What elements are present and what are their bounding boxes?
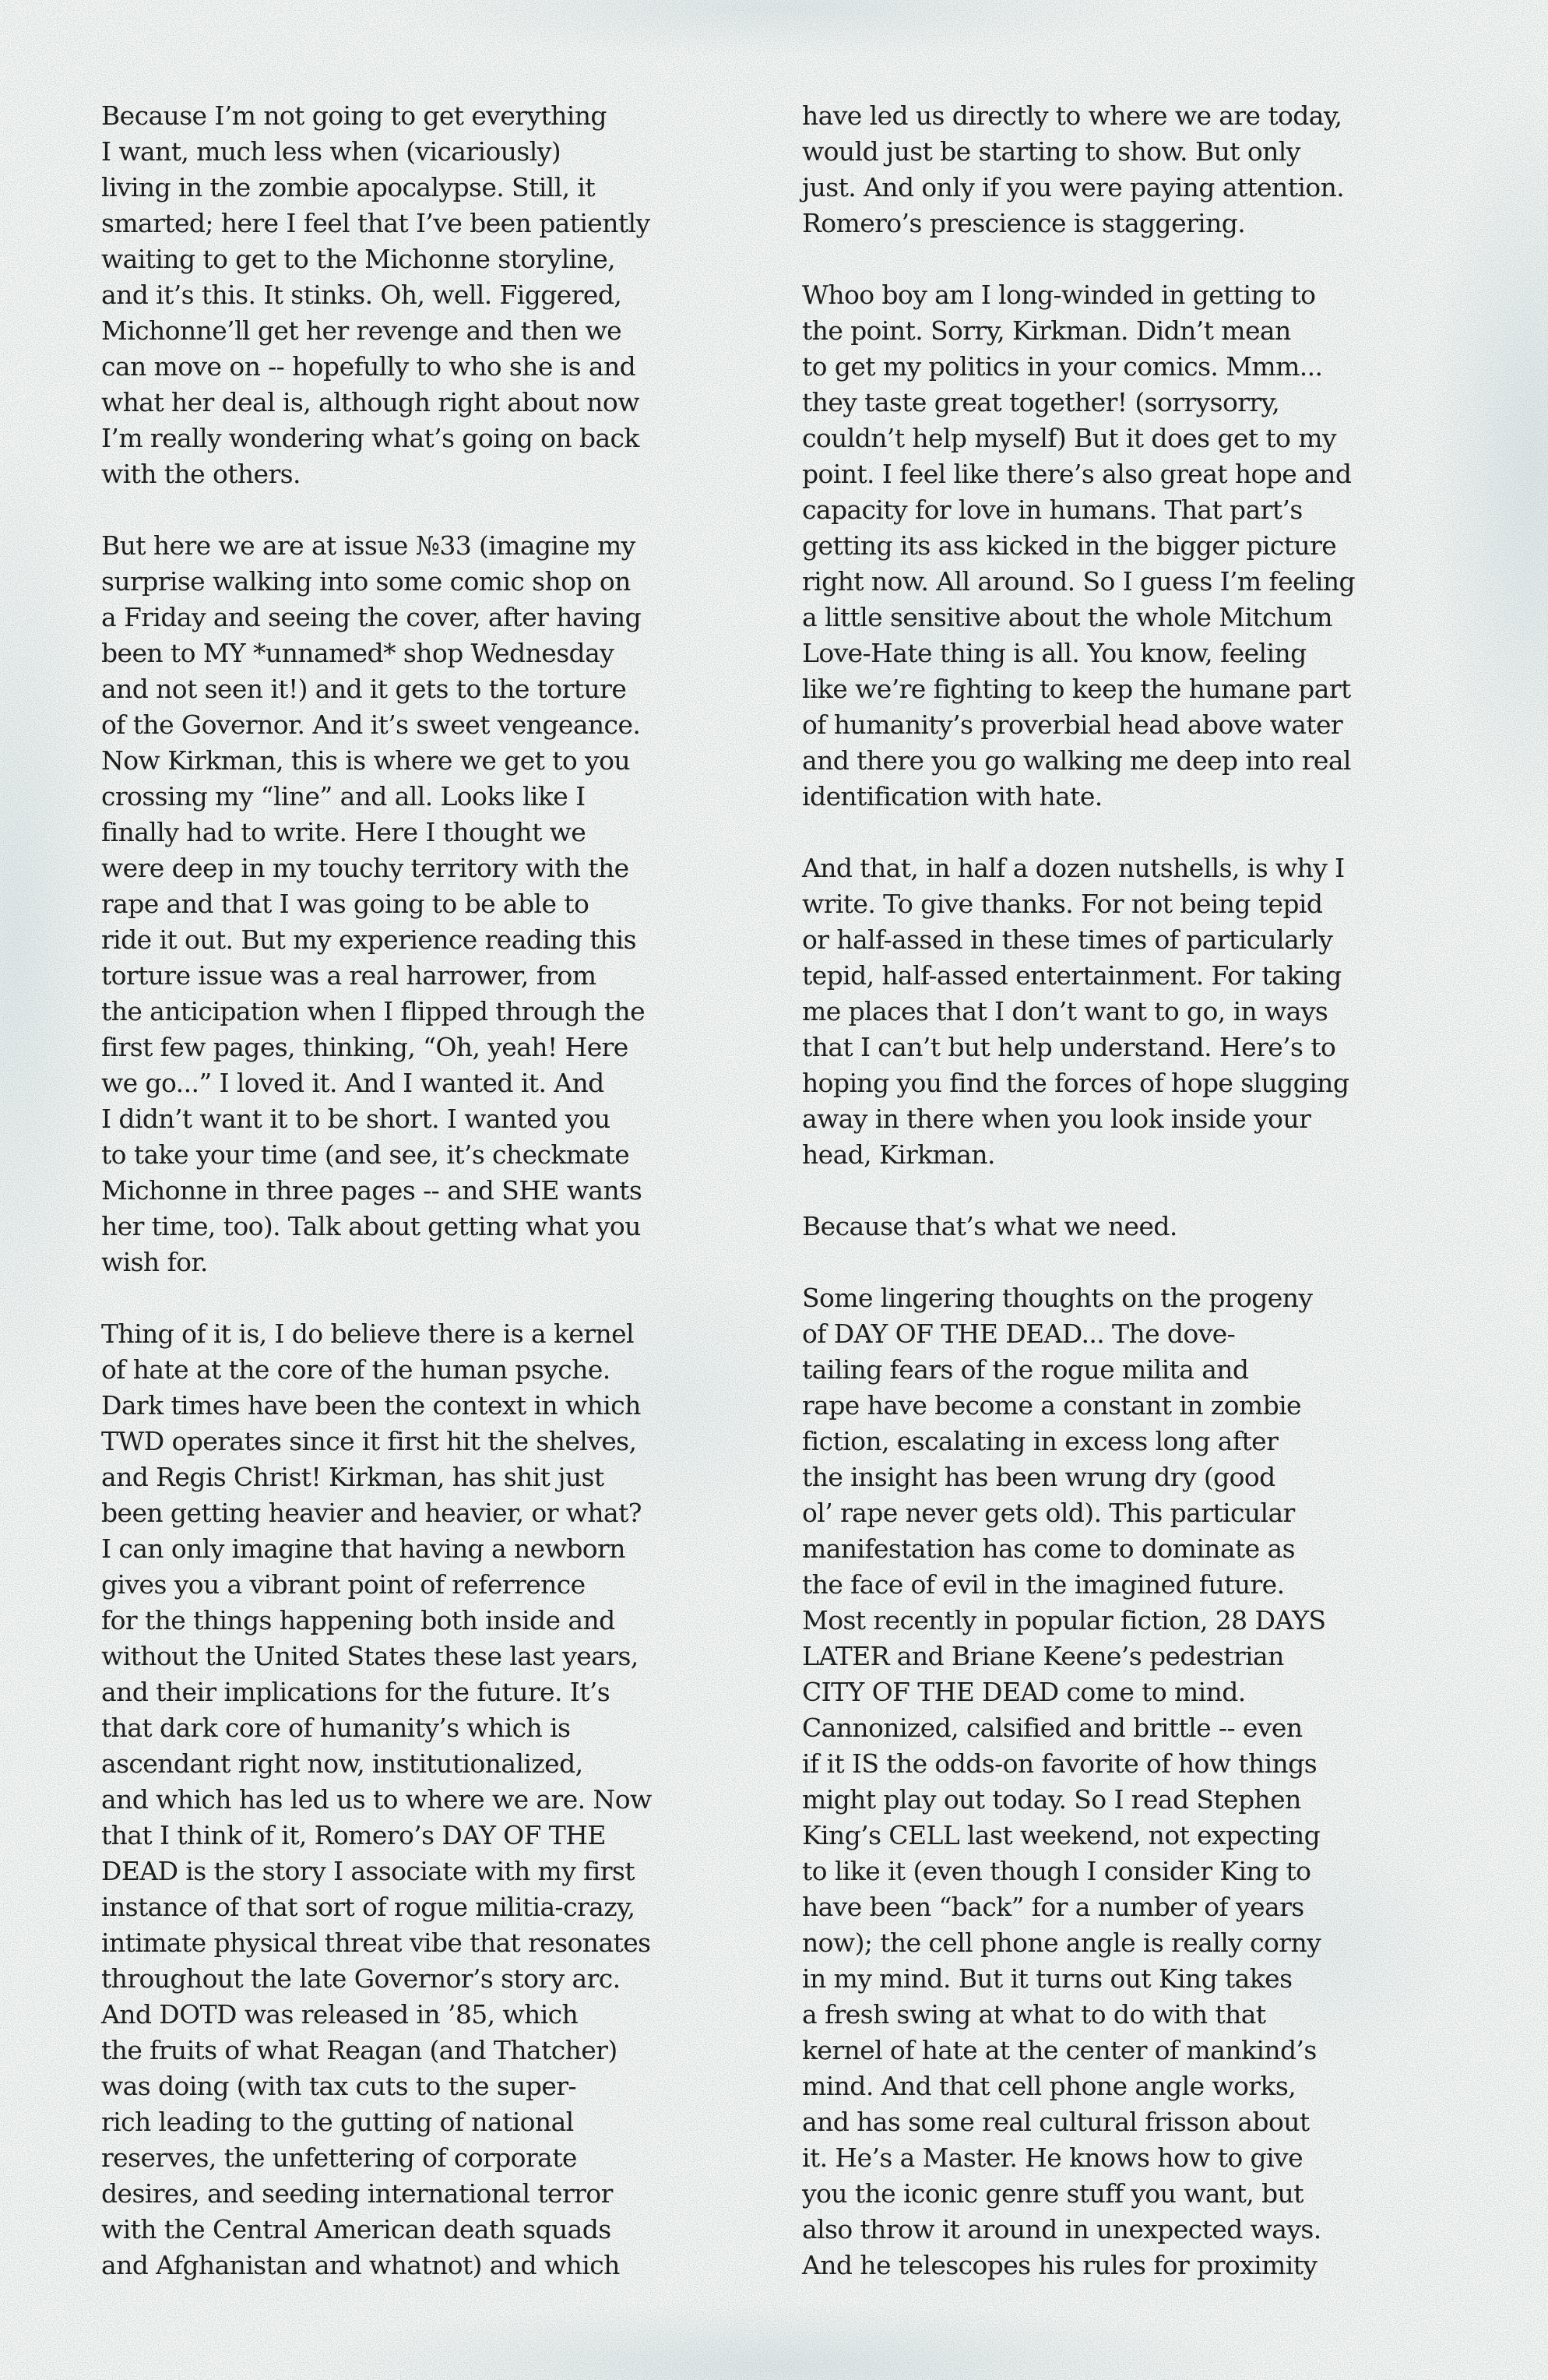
text-line: that dark core of humanity’s which is — [101, 1713, 571, 1743]
text-line: And DOTD was released in ’85, which — [101, 1999, 579, 2030]
text-line: I can only imagine that having a newborn — [101, 1533, 625, 1564]
text-line: instance of that sort of rogue militia-crazy, — [101, 1892, 635, 1922]
text-line: if it IS the odds-on favorite of how things — [802, 1748, 1318, 1779]
text-line: mind. And that cell phone angle works, — [802, 2071, 1296, 2101]
text-line: DEAD is the story I associate with my first — [101, 1856, 635, 1886]
text-line: was doing (with tax cuts to the super- — [101, 2071, 577, 2101]
letter-paragraph — [802, 98, 1441, 241]
text-line: with the others. — [101, 459, 301, 489]
text-line: wish for. — [101, 1247, 208, 1277]
text-line: point. I feel like there’s also great hope and — [802, 459, 1352, 489]
text-line: King’s CELL last weekend, not expecting — [802, 1820, 1321, 1850]
text-line: gives you a vibrant point of referrence — [101, 1569, 586, 1600]
right-column — [802, 98, 1441, 2319]
text-line: couldn’t help myself) But it does get to my — [802, 423, 1336, 453]
text-line: her time, too). Talk about getting what you — [101, 1211, 641, 1241]
text-line: me places that I don’t want to go, in ways — [802, 996, 1328, 1026]
text-line: also throw it around in unexpected ways. — [802, 2214, 1321, 2244]
text-line: now); the cell phone angle is really corny — [802, 1928, 1321, 1958]
text-line: and their implications for the future. It’s — [101, 1677, 610, 1707]
text-line: TWD operates since it first hit the shelves, — [101, 1426, 637, 1456]
text-line: like we’re fighting to keep the humane part — [802, 674, 1351, 704]
text-line: head, Kirkman. — [802, 1139, 995, 1170]
text-line: the insight has been wrung dry (good — [802, 1462, 1275, 1492]
letter-paragraph — [101, 98, 740, 492]
text-line: Cannonized, calsified and brittle -- even — [802, 1713, 1303, 1743]
text-line: I want, much less when (vicariously) — [101, 136, 561, 167]
text-line: and not seen it!) and it gets to the torture — [101, 674, 627, 704]
text-line: for the things happening both inside and — [101, 1605, 615, 1635]
left-column — [101, 98, 740, 2319]
text-line: a Friday and seeing the cover, after having — [101, 602, 642, 632]
text-line: of the Governor. And it’s sweet vengeance. — [101, 709, 641, 740]
text-line: tepid, half-assed entertainment. For taking — [802, 960, 1342, 991]
text-line: ol’ rape never gets old). This particular — [802, 1498, 1295, 1528]
text-line: first few pages, thinking, “Oh, yeah! Here — [101, 1032, 628, 1062]
letter-paragraph — [802, 1209, 1441, 1245]
text-line: you the iconic genre stuff you want, but — [802, 2178, 1303, 2209]
text-line: living in the zombie apocalypse. Still, it — [101, 172, 595, 202]
text-line: and there you go walking me deep into real — [802, 745, 1351, 776]
text-line: finally had to write. Here I thought we — [101, 817, 586, 847]
text-line: tailing fears of the rogue milita and — [802, 1354, 1249, 1385]
text-line: that I think of it, Romero’s DAY OF THE — [101, 1820, 606, 1850]
text-line: Most recently in popular fiction, 28 DAYS — [802, 1605, 1326, 1635]
text-line: with the Central American death squads — [101, 2214, 611, 2244]
text-line: And he telescopes his rules for proximity — [802, 2250, 1318, 2280]
text-line: away in there when you look inside your — [802, 1104, 1311, 1134]
text-line: I’m really wondering what’s going on back — [101, 423, 639, 453]
text-line: and it’s this. It stinks. Oh, well. Figgered, — [101, 280, 622, 310]
text-line: But here we are at issue №33 (imagine my — [101, 530, 635, 561]
text-line: to like it (even though I consider King to — [802, 1856, 1311, 1886]
text-line: or half-assed in these times of particularly — [802, 924, 1333, 955]
text-line: would just be starting to show. But only — [802, 136, 1300, 167]
text-line: Because that’s what we need. — [802, 1211, 1177, 1241]
text-line: to take your time (and see, it’s checkmate — [101, 1139, 630, 1170]
text-line: Some lingering thoughts on the progeny — [802, 1283, 1313, 1313]
text-line: rich leading to the gutting of national — [101, 2107, 574, 2137]
text-line: what her deal is, although right about now — [101, 387, 639, 417]
text-line: And that, in half a dozen nutshells, is why I — [802, 853, 1345, 883]
text-line: kernel of hate at the center of mankind’s — [802, 2035, 1317, 2065]
text-line: the anticipation when I flipped through the — [101, 996, 646, 1026]
text-line: capacity for love in humans. That part’s — [802, 495, 1303, 525]
text-line: right now. All around. So I guess I’m feeling — [802, 566, 1356, 597]
text-line: of DAY OF THE DEAD... The dove- — [802, 1319, 1236, 1349]
text-line: intimate physical threat vibe that resonates — [101, 1928, 651, 1958]
text-line: can move on -- hopefully to who she is and — [101, 351, 636, 382]
letter-paragraph — [802, 1280, 1441, 2283]
text-line: a little sensitive about the whole Mitchum — [802, 602, 1332, 632]
text-line: crossing my “line” and all. Looks like I — [101, 781, 586, 812]
text-line: they taste great together! (sorrysorry, — [802, 387, 1280, 417]
text-line: ride it out. But my experience reading this — [101, 924, 636, 955]
text-line: torture issue was a real harrower, from — [101, 960, 596, 991]
text-line: it. He’s a Master. He knows how to give — [802, 2142, 1303, 2173]
text-line: CITY OF THE DEAD come to mind. — [802, 1677, 1246, 1707]
text-line: without the United States these last years, — [101, 1641, 639, 1671]
text-line: of hate at the core of the human psyche. — [101, 1354, 610, 1385]
text-line: Love-Hate thing is all. You know, feeling — [802, 638, 1307, 668]
text-line: just. And only if you were paying attention. — [802, 172, 1345, 202]
text-line: surprise walking into some comic shop on — [101, 566, 631, 597]
text-line: Now Kirkman, this is where we get to you — [101, 745, 631, 776]
text-line: rape and that I was going to be able to — [101, 889, 589, 919]
text-line: the face of evil in the imagined future. — [802, 1569, 1285, 1600]
text-line: were deep in my touchy territory with the — [101, 853, 629, 883]
text-line: been to MY *unnamed* shop Wednesday — [101, 638, 614, 668]
text-line: Thing of it is, I do believe there is a kernel — [101, 1319, 635, 1349]
text-line: fiction, escalating in excess long after — [802, 1426, 1279, 1456]
text-line: a fresh swing at what to do with that — [802, 1999, 1266, 2030]
text-line: Whoo boy am I long-winded in getting to — [802, 280, 1316, 310]
text-line: and has some real cultural frisson about — [802, 2107, 1310, 2137]
text-line: Romero’s prescience is staggering. — [802, 208, 1246, 238]
text-line: throughout the late Governor’s story arc. — [101, 1963, 621, 1994]
text-line: the fruits of what Reagan (and Thatcher) — [101, 2035, 617, 2065]
text-line: waiting to get to the Michonne storyline, — [101, 244, 616, 274]
letter-paragraph — [802, 277, 1441, 815]
text-line: I didn’t want it to be short. I wanted you — [101, 1104, 610, 1134]
text-line: identification with hate. — [802, 781, 1103, 812]
text-line: write. To give thanks. For not being tepid — [802, 889, 1323, 919]
text-line: LATER and Briane Keene’s pedestrian — [802, 1641, 1284, 1671]
text-line: we go...” I loved it. And I wanted it. And — [101, 1068, 604, 1098]
text-line: might play out today. So I read Stephen — [802, 1784, 1301, 1815]
text-line: and Regis Christ! Kirkman, has shit just — [101, 1462, 604, 1492]
text-line: to get my politics in your comics. Mmm... — [802, 351, 1323, 382]
text-line: Dark times have been the context in which — [101, 1390, 641, 1421]
letter-paragraph — [802, 850, 1441, 1173]
text-line: desires, and seeding international terror — [101, 2178, 613, 2209]
text-line: ascendant right now, institutionalized, — [101, 1748, 583, 1779]
text-line: Michonne in three pages -- and SHE wants — [101, 1175, 642, 1206]
text-line: that I can’t but help understand. Here’s to — [802, 1032, 1336, 1062]
text-line: rape have become a constant in zombie — [802, 1390, 1301, 1421]
text-line: been getting heavier and heavier, or what? — [101, 1498, 642, 1528]
text-line: smarted; here I feel that I’ve been patiently — [101, 208, 650, 238]
text-line: the point. Sorry, Kirkman. Didn’t mean — [802, 315, 1291, 346]
text-line: getting its ass kicked in the bigger picture — [802, 530, 1337, 561]
text-line: and Afghanistan and whatnot) and which — [101, 2250, 620, 2280]
text-line: hoping you find the forces of hope slugging — [802, 1068, 1349, 1098]
text-line: and which has led us to where we are. Now — [101, 1784, 652, 1815]
text-line: of humanity’s proverbial head above water — [802, 709, 1343, 740]
text-line: Because I’m not going to get everything — [101, 100, 607, 131]
text-line: Michonne’ll get her revenge and then we — [101, 315, 622, 346]
text-line: in my mind. But it turns out King takes — [802, 1963, 1293, 1994]
text-line: reserves, the unfettering of corporate — [101, 2142, 577, 2173]
text-line: have been “back” for a number of years — [802, 1892, 1304, 1922]
text-line: manifestation has come to dominate as — [802, 1533, 1295, 1564]
letter-paragraph — [101, 1316, 740, 2283]
text-line: have led us directly to where we are today, — [802, 100, 1342, 131]
letter-paragraph — [101, 528, 740, 1280]
